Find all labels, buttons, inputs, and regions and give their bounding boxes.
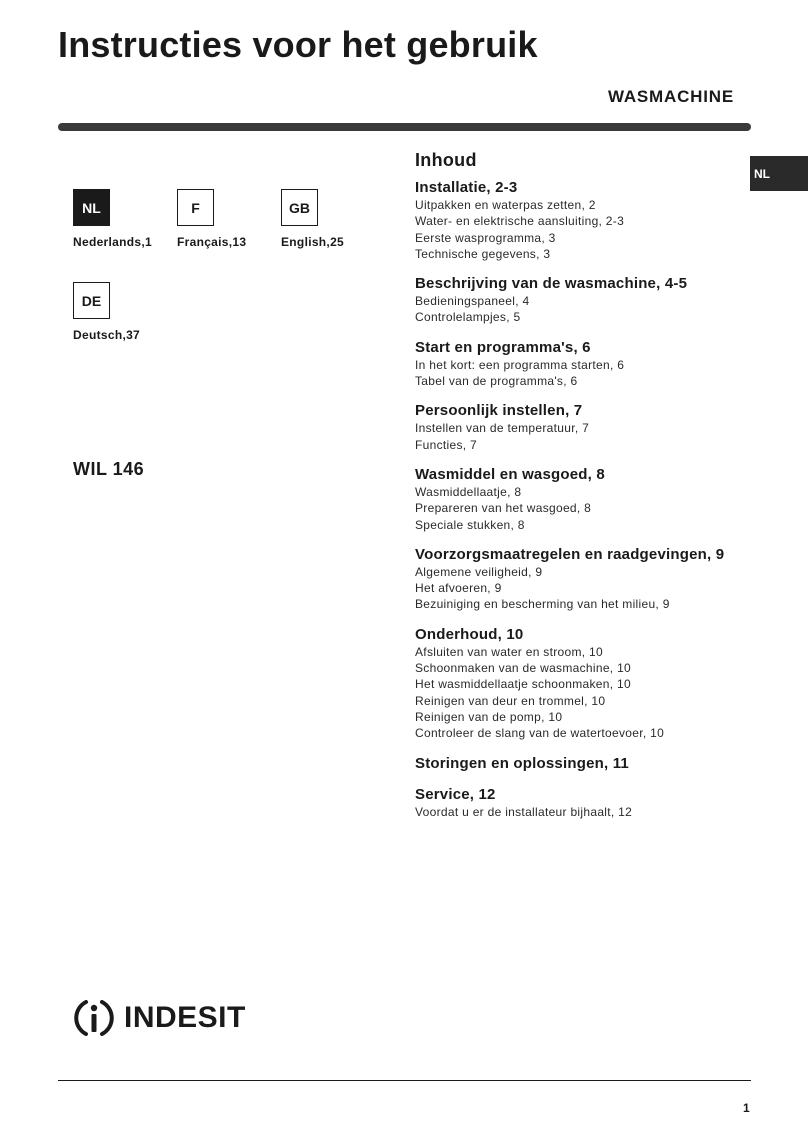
toc-section — [415, 275, 750, 326]
toc-item[interactable]: Voordat u er de installateur bijhaalt, 12 — [415, 804, 633, 819]
language-nl[interactable] — [73, 189, 173, 249]
toc-section-title[interactable]: Service, 12 — [415, 785, 496, 803]
language-side-tab — [750, 156, 808, 191]
toc-section-title[interactable]: Wasmiddel en wasgoed, 8 — [415, 465, 605, 483]
toc-section — [415, 786, 750, 820]
brand-logo — [72, 996, 246, 1040]
footer-divider — [58, 1080, 751, 1081]
side-tab-label: NL — [754, 166, 770, 181]
toc-item[interactable]: Het wasmiddellaatje schoonmaken, 10 — [415, 677, 631, 692]
toc-section — [415, 466, 750, 533]
toc-section-title[interactable]: Storingen en oplossingen, 11 — [415, 754, 629, 772]
toc-item[interactable]: Bedieningspaneel, 4 — [415, 294, 530, 309]
toc-section-title[interactable]: Voorzorgsmaatregelen en raadgevingen, 9 — [415, 545, 725, 563]
toc-item[interactable]: Uitpakken en waterpas zetten, 2 — [415, 198, 596, 212]
header-divider — [58, 123, 751, 131]
toc-section-title[interactable]: Beschrijving van de wasmachine, 4-5 — [415, 275, 688, 293]
brand-logo-text: INDESIT — [124, 1001, 246, 1034]
toc-section — [415, 626, 750, 742]
language-f[interactable] — [177, 189, 277, 249]
language-label: Nederlands,1 — [73, 235, 152, 249]
toc-section-title[interactable]: Start en programma's, 6 — [415, 338, 591, 356]
toc-section-title[interactable]: Onderhoud, 10 — [415, 625, 524, 643]
toc-item[interactable]: Instellen van de temperatuur, 7 — [415, 421, 590, 436]
toc-item[interactable]: Bezuiniging en bescherming van het milieu, 9 — [415, 597, 670, 612]
language-code-box: GB — [281, 189, 318, 226]
language-code-box: F — [177, 189, 214, 226]
toc-item[interactable]: Schoonmaken van de wasmachine, 10 — [415, 661, 632, 676]
table-of-contents — [415, 150, 750, 833]
toc-item[interactable]: Tabel van de programma's, 6 — [415, 374, 578, 389]
toc-item[interactable]: Algemene veiligheid, 9 — [415, 564, 543, 579]
document-subtitle: WASMACHINE — [607, 87, 734, 106]
toc-item[interactable]: Reinigen van de pomp, 10 — [415, 709, 563, 724]
toc-item[interactable]: Functies, 7 — [415, 437, 477, 452]
page-title: Instructies voor het gebruik — [58, 24, 538, 65]
toc-item[interactable]: Prepareren van het wasgoed, 8 — [415, 501, 592, 516]
toc-sections — [415, 179, 750, 820]
toc-item[interactable]: Technische gegevens, 3 — [415, 246, 551, 261]
toc-item[interactable]: In het kort: een programma starten, 6 — [415, 357, 625, 372]
toc-section-title[interactable]: Installatie, 2-3 — [415, 179, 518, 196]
toc-section — [415, 402, 750, 453]
language-label: Français,13 — [177, 235, 247, 249]
language-gb[interactable] — [281, 189, 381, 249]
toc-item[interactable]: Het afvoeren, 9 — [415, 581, 502, 596]
toc-heading: Inhoud — [415, 150, 477, 170]
language-label: Deutsch,37 — [73, 328, 141, 342]
language-label: English,25 — [281, 235, 345, 249]
toc-section — [415, 546, 750, 613]
toc-section-title[interactable]: Persoonlijk instellen, 7 — [415, 402, 583, 420]
model-number: WIL 146 — [73, 459, 145, 479]
toc-item[interactable]: Water- en elektrische aansluiting, 2-3 — [415, 214, 625, 229]
toc-item[interactable]: Controlelampjes, 5 — [415, 310, 521, 325]
toc-section — [415, 755, 750, 773]
toc-item[interactable]: Afsluiten van water en stroom, 10 — [415, 644, 603, 659]
toc-item[interactable]: Eerste wasprogramma, 3 — [415, 230, 556, 245]
toc-item[interactable]: Controleer de slang van de watertoevoer, 10 — [415, 726, 665, 741]
page-number: 1 — [743, 1101, 750, 1115]
indesit-logo-icon — [72, 996, 116, 1040]
toc-section — [415, 339, 750, 390]
language-code-box: NL — [73, 189, 110, 226]
toc-item[interactable]: Reinigen van deur en trommel, 10 — [415, 693, 606, 708]
language-code-box: DE — [73, 282, 110, 319]
toc-section — [415, 179, 750, 262]
toc-item[interactable]: Speciale stukken, 8 — [415, 517, 525, 532]
toc-item[interactable]: Wasmiddellaatje, 8 — [415, 484, 522, 499]
language-de[interactable] — [73, 282, 173, 342]
